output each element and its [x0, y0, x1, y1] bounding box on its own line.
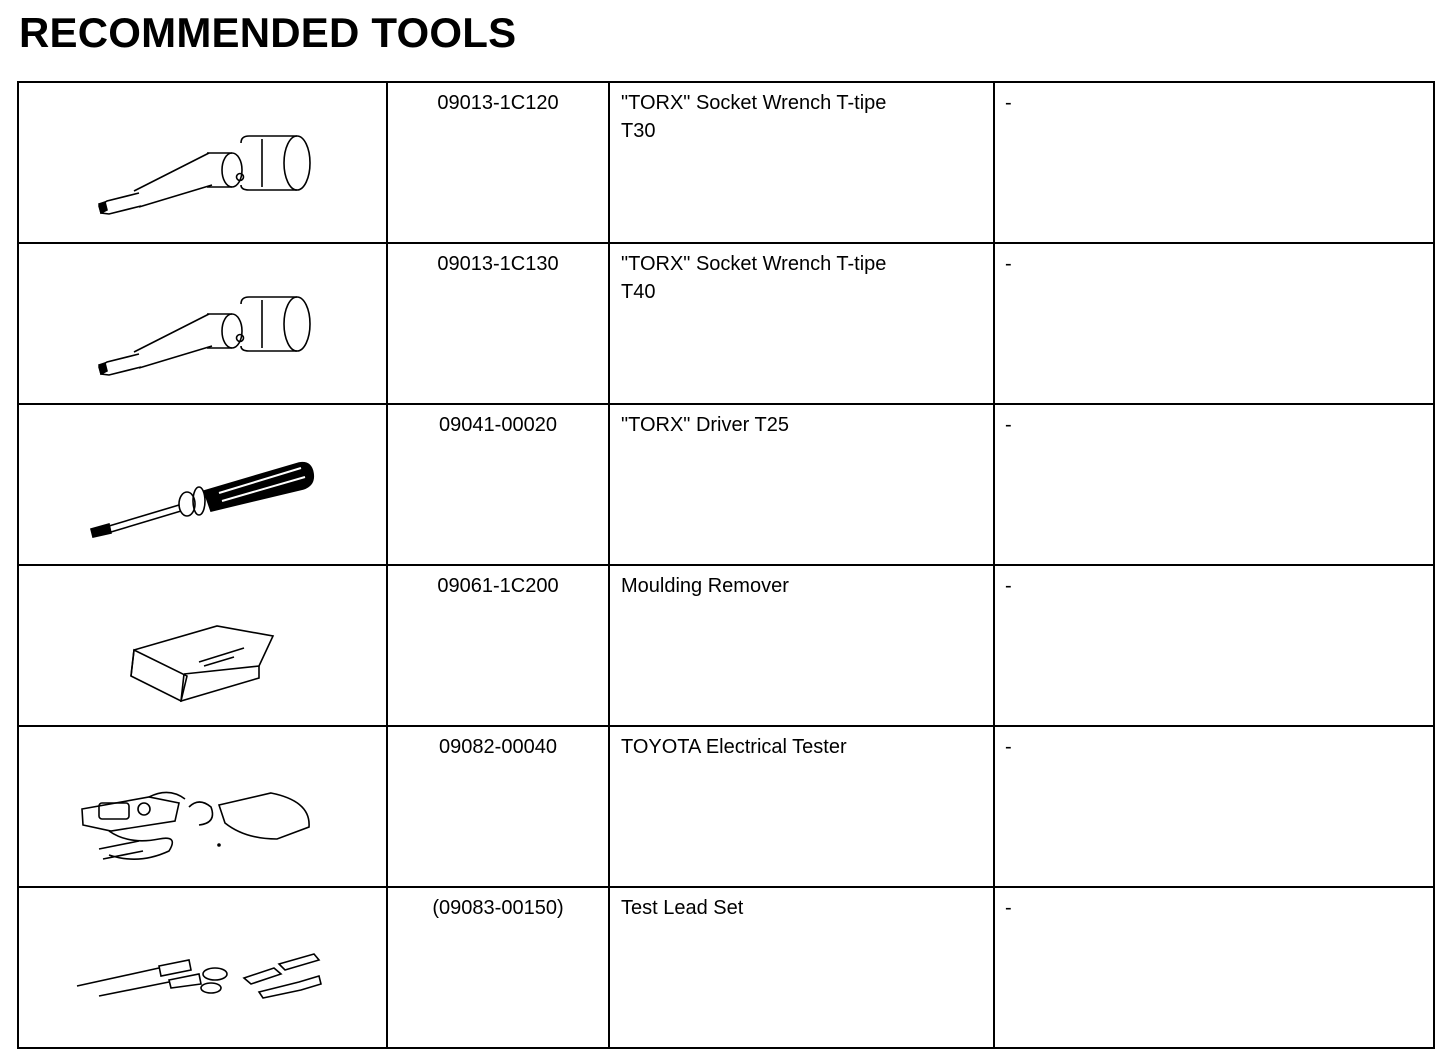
tool-note: -	[994, 82, 1434, 243]
electrical-tester-icon	[19, 727, 388, 886]
tool-note: -	[994, 243, 1434, 404]
tool-image-cell	[18, 404, 387, 565]
moulding-remover-icon	[19, 566, 388, 725]
tool-image-cell	[18, 82, 387, 243]
tool-note: -	[994, 726, 1434, 887]
tool-image-cell	[18, 887, 387, 1048]
tool-image-cell	[18, 243, 387, 404]
tool-note: -	[994, 887, 1434, 1048]
page-title: RECOMMENDED TOOLS	[19, 9, 517, 56]
part-number: 09061-1C200	[387, 565, 609, 726]
tool-name: TOYOTA Electrical Tester	[609, 726, 994, 887]
tool-note: -	[994, 404, 1434, 565]
tool-note: -	[994, 565, 1434, 726]
tool-row	[18, 726, 1434, 887]
tool-row	[18, 565, 1434, 726]
tool-name: "TORX" Socket Wrench T-tipe T30	[609, 82, 994, 243]
tool-row	[18, 82, 1434, 243]
tool-name: "TORX" Socket Wrench T-tipe T40	[609, 243, 994, 404]
tool-image-cell	[18, 726, 387, 887]
recommended-tools-table	[17, 81, 1435, 1049]
tool-row	[18, 243, 1434, 404]
tool-name: "TORX" Driver T25	[609, 404, 994, 565]
tool-row	[18, 887, 1434, 1048]
tool-name: Moulding Remover	[609, 565, 994, 726]
tool-image-cell	[18, 565, 387, 726]
torx-socket-wrench-icon	[19, 83, 388, 242]
part-number: 09041-00020	[387, 404, 609, 565]
tool-name: Test Lead Set	[609, 887, 994, 1048]
part-number: (09083-00150)	[387, 887, 609, 1048]
torx-socket-wrench-icon	[19, 244, 388, 403]
torx-driver-icon	[19, 405, 388, 564]
part-number: 09013-1C120	[387, 82, 609, 243]
tool-row	[18, 404, 1434, 565]
part-number: 09013-1C130	[387, 243, 609, 404]
part-number: 09082-00040	[387, 726, 609, 887]
test-lead-set-icon	[19, 888, 388, 1047]
